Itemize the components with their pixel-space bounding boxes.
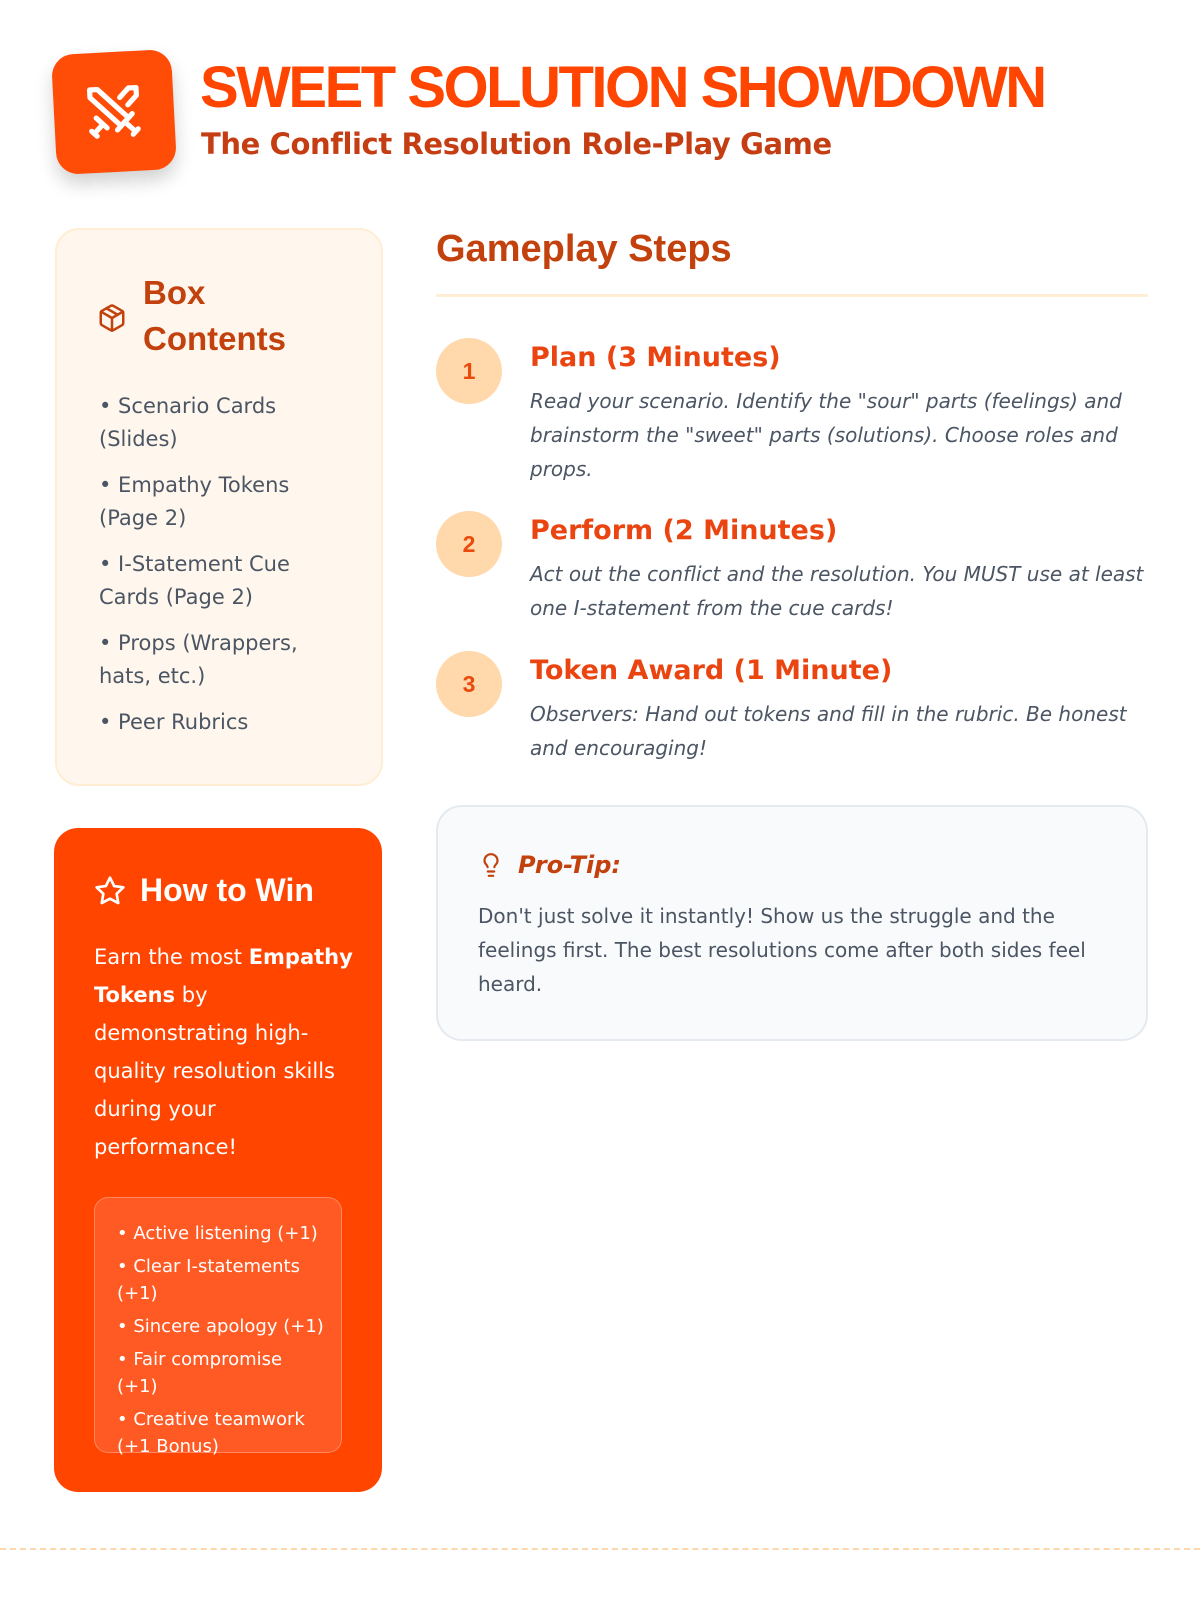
step-description: Read your scenario. Identify the "sour" parts (feelings) and brainstorm the "sweet" parts (solutions). Choose roles and props. [530,389,1122,481]
step-number-badge: 1 [436,338,502,404]
logo-badge [51,49,177,175]
list-item: • Empathy Tokens (Page 2) [99,473,290,530]
cube-icon [97,303,127,333]
step-title: Plan (3 Minutes) [530,342,781,373]
pro-tip-title: Pro-Tip: [518,851,621,879]
pro-tip-text: Don't just solve it instantly! Show us the struggle and the feelings first. The best resolutions come after both sides feel heard. [478,904,1086,996]
list-item: • Clear I-statements (+1) [117,1256,300,1304]
step-title: Perform (2 Minutes) [530,515,838,546]
page-title: SWEET SOLUTION SHOWDOWN [200,55,1045,120]
divider [436,294,1148,297]
how-to-win-description [94,938,356,1166]
crossed-swords-icon [81,79,146,144]
box-contents-list [99,390,349,752]
list-item: • Creative teamwork (+1 Bonus) [117,1409,305,1457]
how-to-win-text-after: by demonstrating high-quality resolution skills during your performance! [94,983,335,1159]
pro-tip-card [436,805,1148,1041]
list-item: • I-Statement Cue Cards (Page 2) [99,552,290,609]
box-contents-card [55,228,383,786]
box-contents-title-line2: Contents [143,320,286,357]
list-item: • Fair compromise (+1) [117,1349,283,1397]
list-item: • Sincere apology (+1) [117,1316,324,1337]
how-to-win-text-before: Earn the most [94,945,249,969]
box-contents-title-line1: Box [143,274,206,311]
gameplay-steps-title: Gameplay Steps [436,228,732,270]
how-to-win-text-bold: Empathy Tokens [94,945,353,1007]
page-subtitle: The Conflict Resolution Role-Play Game [201,127,832,161]
star-icon [94,875,126,907]
list-item: • Peer Rubrics [99,710,249,734]
how-to-win-title: How to Win [140,872,314,908]
how-to-win-heading [94,872,314,909]
scoring-points-list [94,1197,342,1457]
step-number-badge: 3 [436,651,502,717]
list-item: • Scenario Cards (Slides) [99,394,277,451]
lightbulb-icon [478,851,504,879]
list-item: • Props (Wrappers, hats, etc.) [99,631,298,688]
pro-tip-heading [478,851,621,879]
step-description: Observers: Hand out tokens and fill in the rubric. Be honest and encouraging! [530,702,1127,760]
step-number-badge: 2 [436,511,502,577]
box-contents-title [143,270,343,362]
page-divider [0,1548,1200,1550]
step-description: Act out the conflict and the resolution. You MUST use at least one I-statement from the cue cards! [530,562,1144,620]
how-to-win-card [54,828,382,1492]
list-item: • Active listening (+1) [117,1223,318,1244]
step-title: Token Award (1 Minute) [530,655,893,686]
